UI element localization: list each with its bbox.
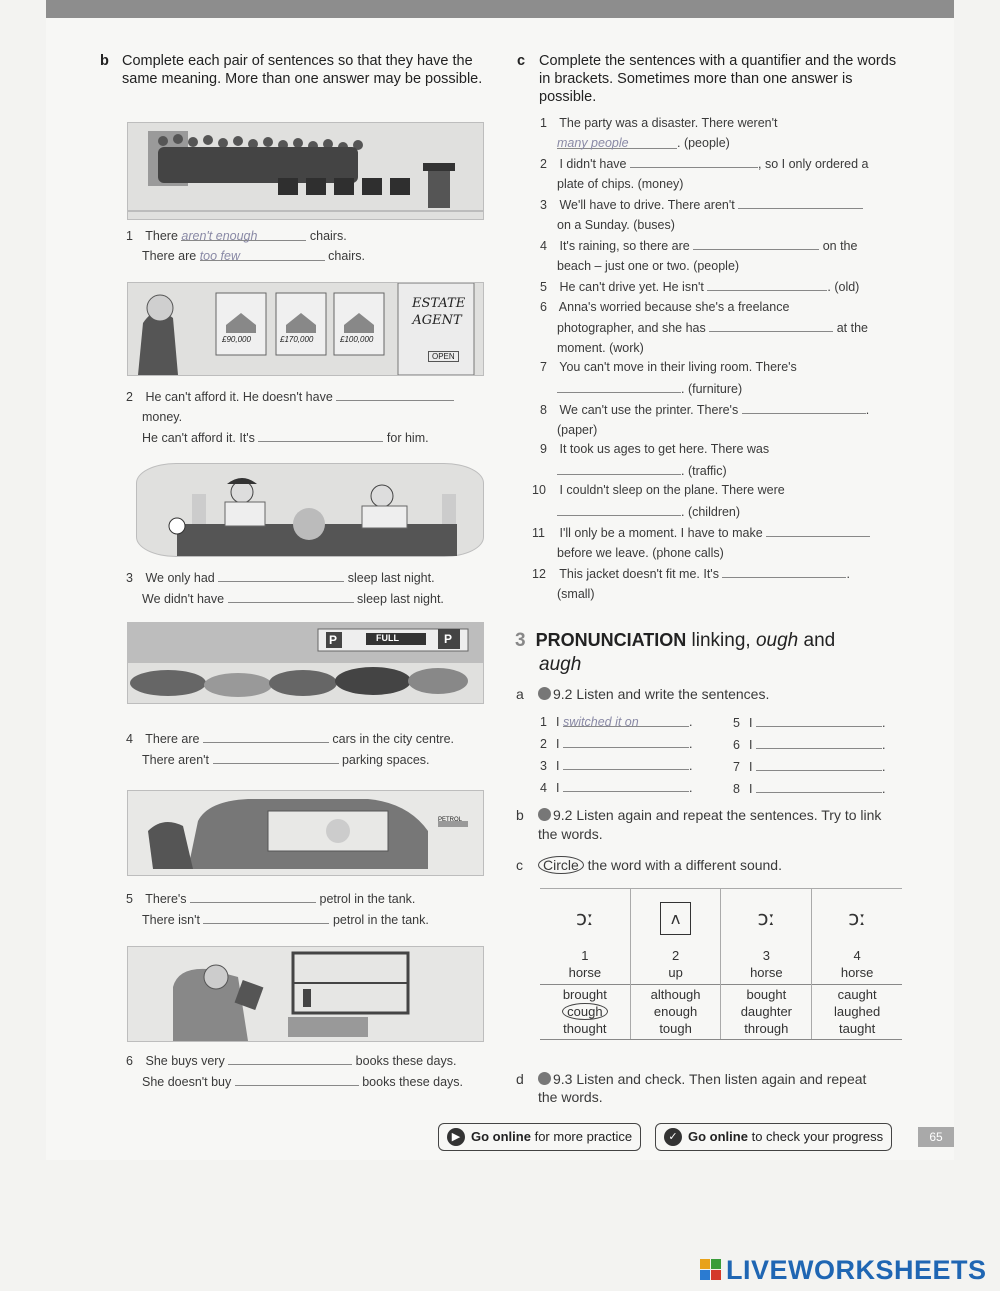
c-item-10: 10 I couldn't sleep on the plane. There were — [532, 483, 785, 497]
pron-a-instruction: a 9.2 Listen and write the sentences. — [516, 686, 770, 702]
c-item-3: 3 We'll have to drive. There aren't — [540, 194, 905, 216]
exercise-b-instruction: Complete each pair of sentences so that they have the same meaning. More than one answer may be possible. — [122, 53, 483, 87]
illustration-tablet — [127, 946, 484, 1042]
b5-blank-b[interactable] — [203, 909, 329, 924]
liveworksheets-brand[interactable]: LIVEWORKSHEETS — [700, 1255, 987, 1286]
c-item-4: 4 It's raining, so there are on the — [540, 235, 905, 257]
b-item-3: 3 We only had sleep last night. We didn't have sleep last night. — [126, 567, 496, 609]
pron-a-left: 1 I switched it on . 2 I . 3 I . 4 I . — [540, 712, 740, 799]
word-cell[interactable]: enough — [630, 1003, 721, 1020]
exercise-b-heading — [100, 52, 495, 112]
word-cell[interactable]: through — [721, 1020, 812, 1040]
word-cell[interactable]: laughed — [812, 1003, 902, 1020]
word-cell[interactable]: brought — [540, 985, 630, 1004]
pa6-blank[interactable] — [756, 734, 882, 749]
c3-blank[interactable] — [738, 194, 863, 209]
c-item-1: 1 The party was a disaster. There weren't — [540, 116, 778, 130]
word-cell[interactable]: although — [630, 985, 721, 1004]
b3-blank-b[interactable] — [228, 588, 354, 603]
exercise-c-instruction: Complete the sentences with a quantifier and the words in brackets. Sometimes more than one answer is possible. — [539, 53, 897, 105]
b1-blank-a[interactable]: aren't enough — [181, 226, 306, 241]
c2-blank[interactable] — [630, 153, 758, 168]
b-item-6: 6 She buys very books these days. She doesn't buy books these days. — [126, 1050, 496, 1092]
b-item-1: 1 There aren't enough chairs. There are too few chairs. — [126, 226, 496, 266]
word-cell[interactable]: thought — [540, 1020, 630, 1040]
phonetic-symbol-4: ɔː — [848, 906, 866, 930]
c7-blank[interactable] — [557, 378, 681, 393]
illustration-petrol: PETROL — [127, 790, 484, 876]
b-item-4: 4 There are cars in the city centre. There aren't parking spaces. — [126, 728, 496, 770]
pa1-blank[interactable]: switched it on — [563, 712, 689, 727]
c-items: 1 The party was a disaster. There weren't many people . (people) 2 I didn't have , so I only ordered a plate of chips. (money) 3 We'll have to drive. There aren't on a Sunday. (buses) 4 It's raining, so there are on the beach – just one or two. (people) 5 He can't drive yet. He isn't . (old) 6 Anna's worried because she's a freelance photographer, and she has at the moment. (work) 7 You can't move in their living room. There's . (furniture) 8 We can't use the printer. There's . (paper) 9 It took us ages to get here. There was . (traffic) 10 I couldn't sleep on the plane. There were . (children) 11 I'll only be a moment. I have to make before we leave. (phone calls) 12 This jacket doesn't fit me. It's . (small) — [540, 114, 905, 604]
phonetic-symbol-2: ʌ — [660, 902, 691, 935]
illustration-estate-agent: £90,000 £170,000 £100,000 ESTATE AGENT OPEN — [127, 282, 484, 376]
exercise-c-letter: c — [517, 53, 526, 69]
b6-blank-b[interactable] — [235, 1071, 359, 1086]
b-item-5: 5 There's petrol in the tank. There isn't petrol in the tank. — [126, 888, 496, 930]
check-progress-button[interactable]: ✓ Go online to check your progress — [655, 1123, 892, 1151]
pron-c-instruction: c Circle the word with a different sound. — [516, 857, 782, 873]
word-cell-circled[interactable]: cough — [562, 1003, 607, 1020]
b2-blank-a[interactable] — [336, 386, 454, 401]
word-cell[interactable]: taught — [812, 1020, 902, 1040]
pa8-blank[interactable] — [756, 778, 882, 793]
audio-icon[interactable] — [538, 687, 551, 700]
c-item-2: 2 I didn't have , so I only ordered a — [540, 153, 905, 175]
b3-blank-a[interactable] — [218, 567, 344, 582]
b2-blank-b[interactable] — [258, 427, 383, 442]
pronunciation-title: 3 PRONUNCIATION linking, ough and augh — [515, 630, 836, 675]
pa2-blank[interactable] — [563, 733, 689, 748]
pron-d-instruction: d 9.3 Listen and check. Then listen again and repeat the words. — [516, 1071, 867, 1105]
illustration-car-park: P P FULL — [127, 622, 484, 704]
word-cell[interactable]: daughter — [721, 1003, 812, 1020]
exercise-c-heading — [517, 52, 912, 112]
b-item-2: 2 He can't afford it. He doesn't have money. He can't afford it. It's for him. — [126, 386, 496, 448]
c4-blank[interactable] — [693, 235, 819, 250]
pa4-blank[interactable] — [563, 777, 689, 792]
c6-blank[interactable] — [709, 317, 833, 332]
illustration-bedroom — [136, 463, 484, 557]
pron-b-instruction: b 9.2 Listen again and repeat the sentences. Try to link the words. — [516, 807, 882, 842]
audio-icon[interactable] — [538, 808, 551, 821]
c-item-7: 7 You can't move in their living room. There's — [540, 360, 797, 374]
audio-icon[interactable] — [538, 1072, 551, 1085]
c-item-6: 6 Anna's worried because she's a freelance — [540, 299, 790, 314]
b4-blank-a[interactable] — [203, 728, 329, 743]
b4-blank-b[interactable] — [213, 749, 339, 764]
word-cell[interactable]: tough — [630, 1020, 721, 1040]
pa3-blank[interactable] — [563, 755, 689, 770]
word-cell[interactable]: bought — [721, 985, 812, 1004]
exercise-b-letter: b — [100, 53, 109, 69]
phonetic-symbol-3: ɔː — [757, 906, 776, 930]
c-item-5: 5 He can't drive yet. He isn't . (old) — [540, 276, 905, 298]
go-online-practice-button[interactable]: ▶ Go online for more practice — [438, 1123, 641, 1151]
play-icon: ▶ — [447, 1128, 465, 1146]
c-item-8: 8 We can't use the printer. There's . — [540, 399, 905, 421]
c-item-12: 12 This jacket doesn't fit me. It's . — [532, 563, 905, 585]
estate-agent-sign: ESTATE AGENT — [412, 296, 466, 328]
b5-blank-a[interactable] — [190, 888, 316, 903]
c8-blank[interactable] — [742, 399, 866, 414]
checkmark-icon: ✓ — [664, 1128, 682, 1146]
c1-blank[interactable]: many people — [557, 134, 677, 149]
illustration-chairs — [127, 122, 484, 220]
full-sign: FULL — [376, 633, 399, 643]
top-band — [46, 0, 954, 18]
c-item-11: 11 I'll only be a moment. I have to make — [532, 522, 905, 544]
phonetic-symbol-1: ɔː — [575, 906, 594, 930]
sound-table: ɔː ʌ ɔː ɔː 1 2 3 4 horse up horse horse brought although bought caught cough enough daughter laughed thought tough through taught — [540, 888, 902, 1040]
c-item-9: 9 It took us ages to get here. There was — [540, 442, 770, 456]
c10-blank[interactable] — [557, 501, 681, 516]
pa7-blank[interactable] — [756, 756, 882, 771]
b6-blank-a[interactable] — [228, 1050, 352, 1065]
liveworksheets-logo-icon — [700, 1259, 722, 1281]
c12-blank[interactable] — [722, 563, 846, 578]
b1-blank-b[interactable]: too few — [200, 246, 325, 261]
pa5-blank[interactable] — [756, 712, 882, 727]
pron-a-right: 5 I . 6 I . 7 I . 8 I . — [733, 712, 908, 800]
page-number: 65 — [918, 1127, 954, 1147]
c5-blank[interactable] — [707, 276, 827, 291]
c11-blank[interactable] — [766, 522, 870, 537]
word-cell[interactable]: caught — [812, 985, 902, 1004]
c9-blank[interactable] — [557, 460, 681, 475]
